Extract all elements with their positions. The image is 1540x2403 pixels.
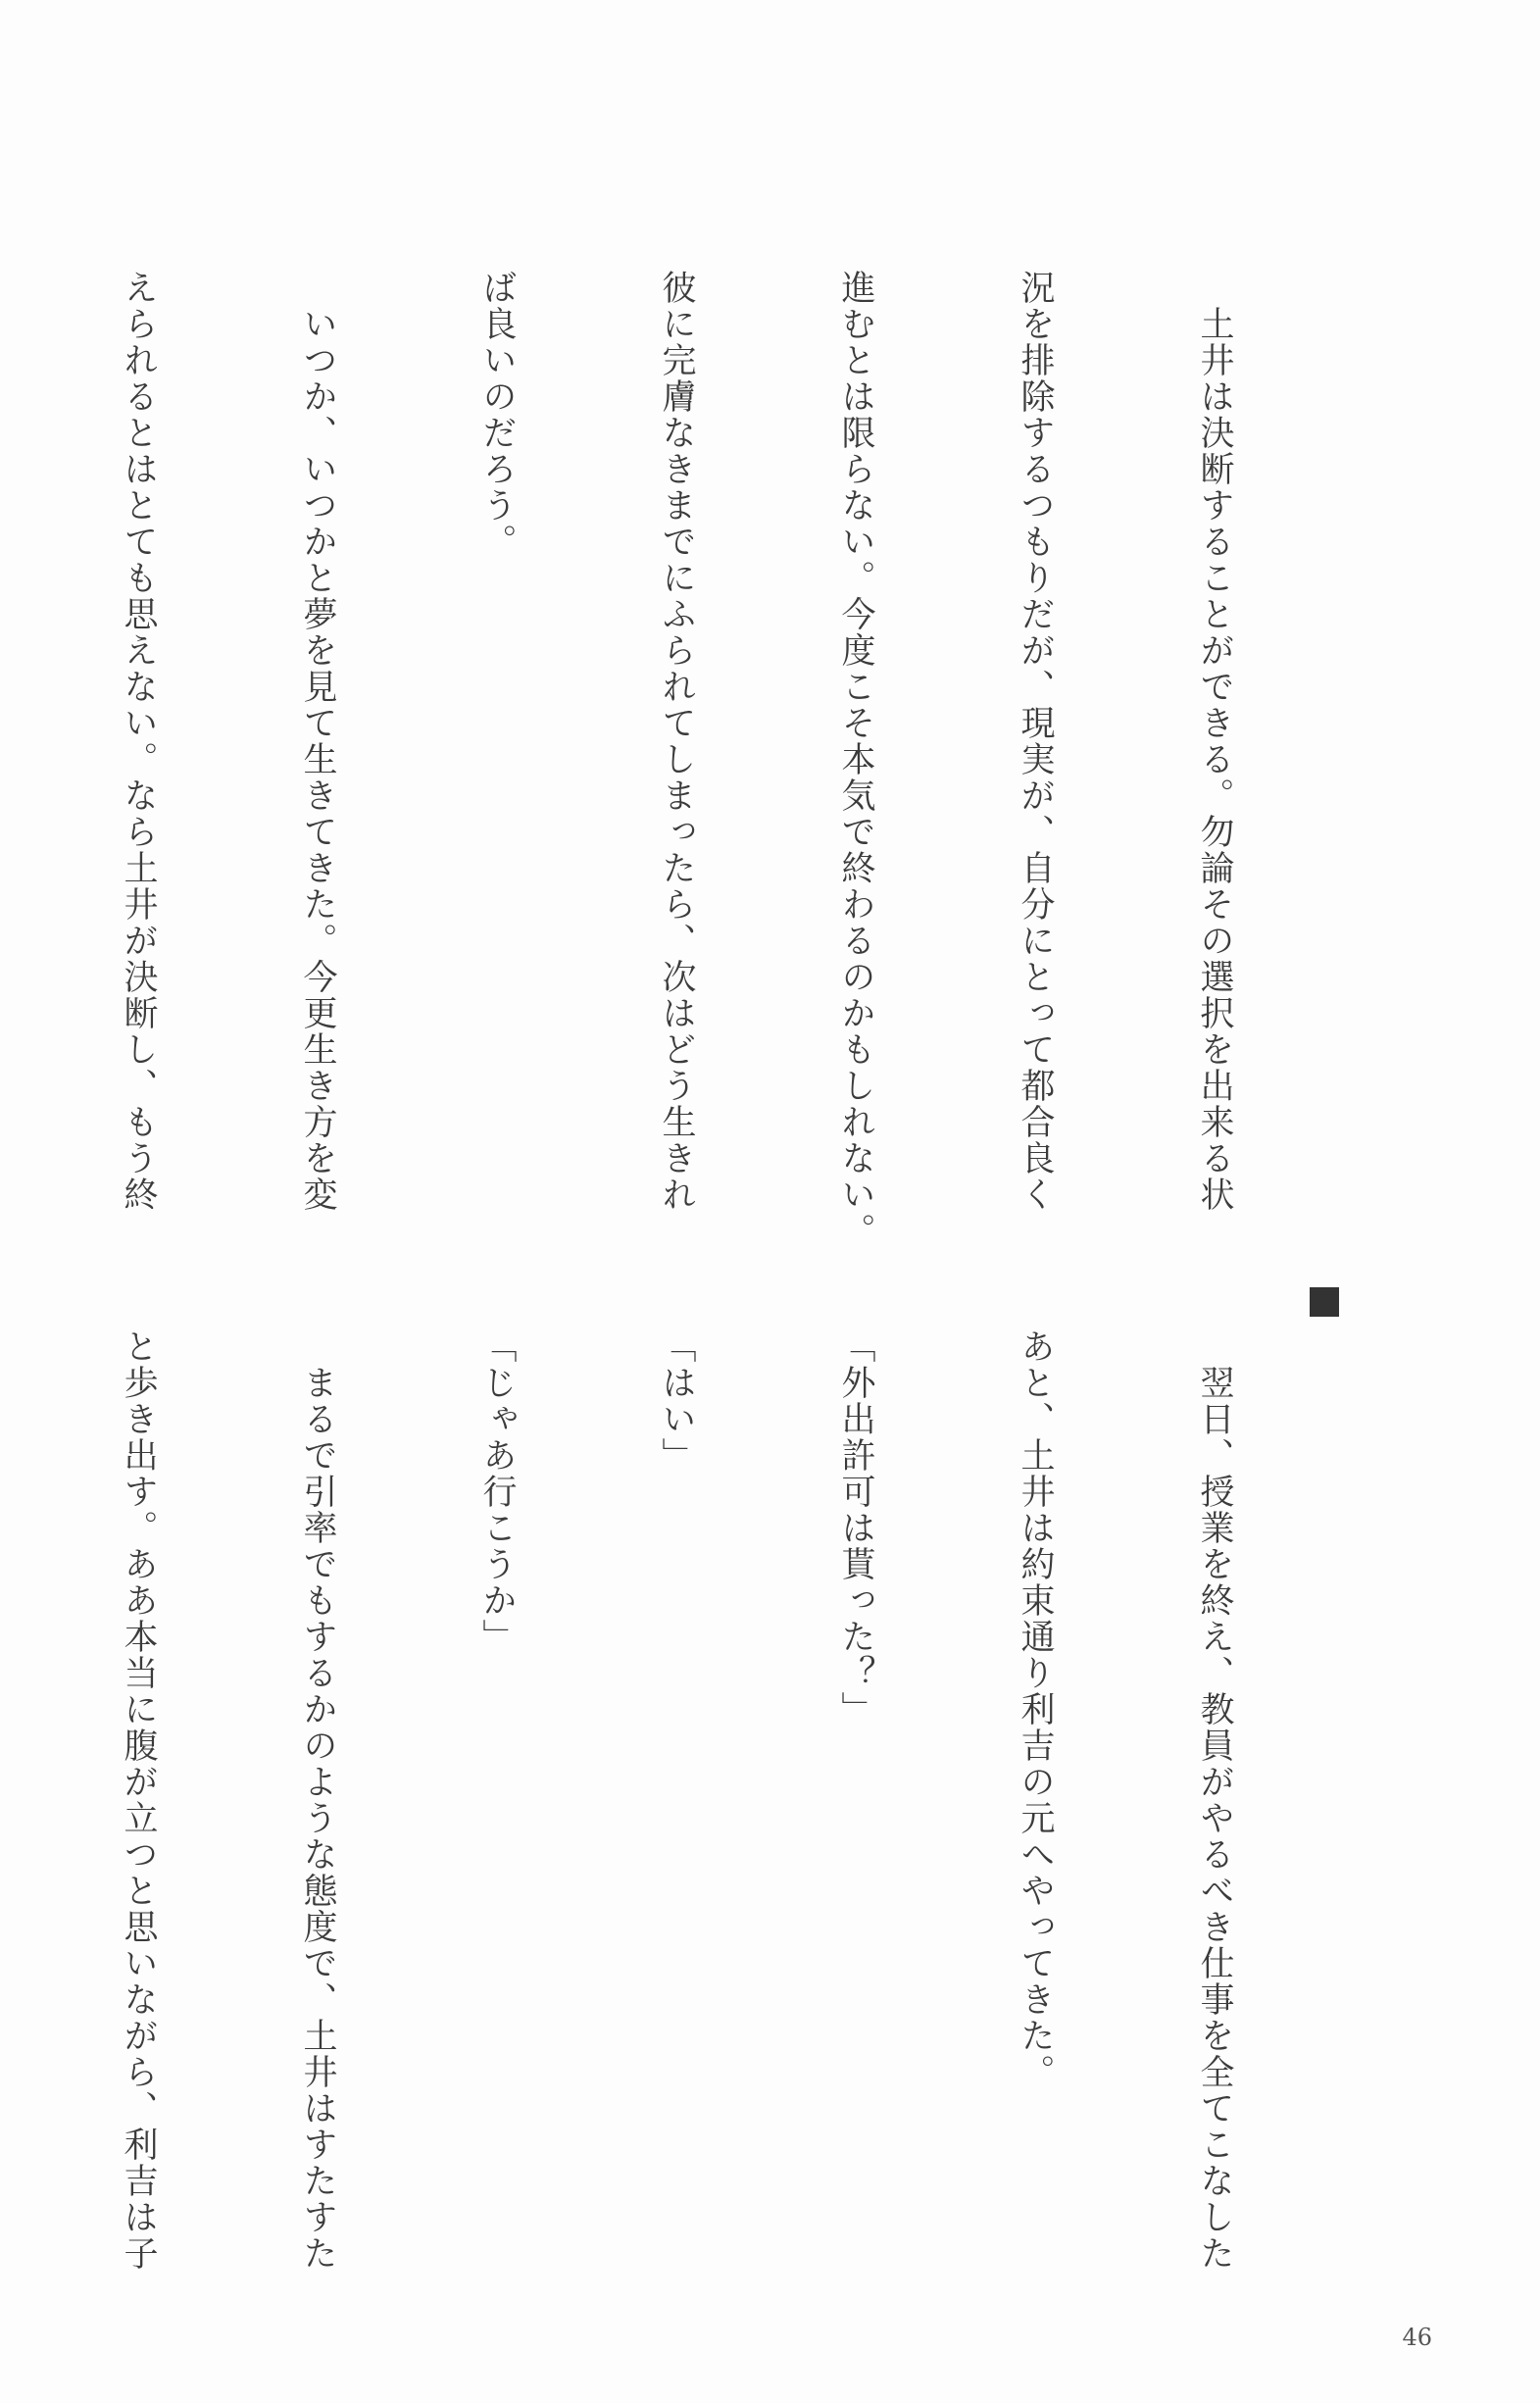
page-number: 46 (1402, 2324, 1432, 2351)
text-line: 況を排除するつもりだが、現実が、自分にとって都合良く (1016, 270, 1055, 1213)
text-line: 土井は決断することができる。勿論その選択を出来る状 (1195, 270, 1234, 1213)
text-line: 「外出許可は貰った？」 (836, 1328, 875, 1727)
text-block-top (0, 270, 1364, 1279)
text-line: あと、土井は約束通り利吉の元へやってきた。 (1016, 1328, 1055, 2090)
text-line: 「じゃあ行こうか」 (477, 1328, 517, 1655)
text-line: ば良いのだろう。 (477, 270, 517, 560)
text-line: と歩き出す。ああ本当に腹が立つと思いながら、利吉は子 (119, 1328, 158, 2272)
text-block-bottom (0, 1328, 1364, 2272)
text-line: 進むとは限らない。今度こそ本気で終わるのかもしれない。 (836, 270, 875, 1249)
text-line: いつか、いつかと夢を見て生きてきた。今更生き方を変 (298, 270, 337, 1213)
text-line: まるで引率でもするかのような態度で、土井はすたすた (298, 1328, 337, 2272)
text-line: 彼に完膚なきまでにふられてしまったら、次はどう生きれ (657, 270, 696, 1213)
text-line: 「はい」 (657, 1328, 696, 1474)
text-line: えられるとはとても思えない。なら土井が決断し、もう終 (119, 270, 158, 1213)
section-break-mark (1310, 1287, 1339, 1317)
text-line: 翌日、授業を終え、教員がやるべき仕事を全てこなした (1195, 1328, 1234, 2272)
